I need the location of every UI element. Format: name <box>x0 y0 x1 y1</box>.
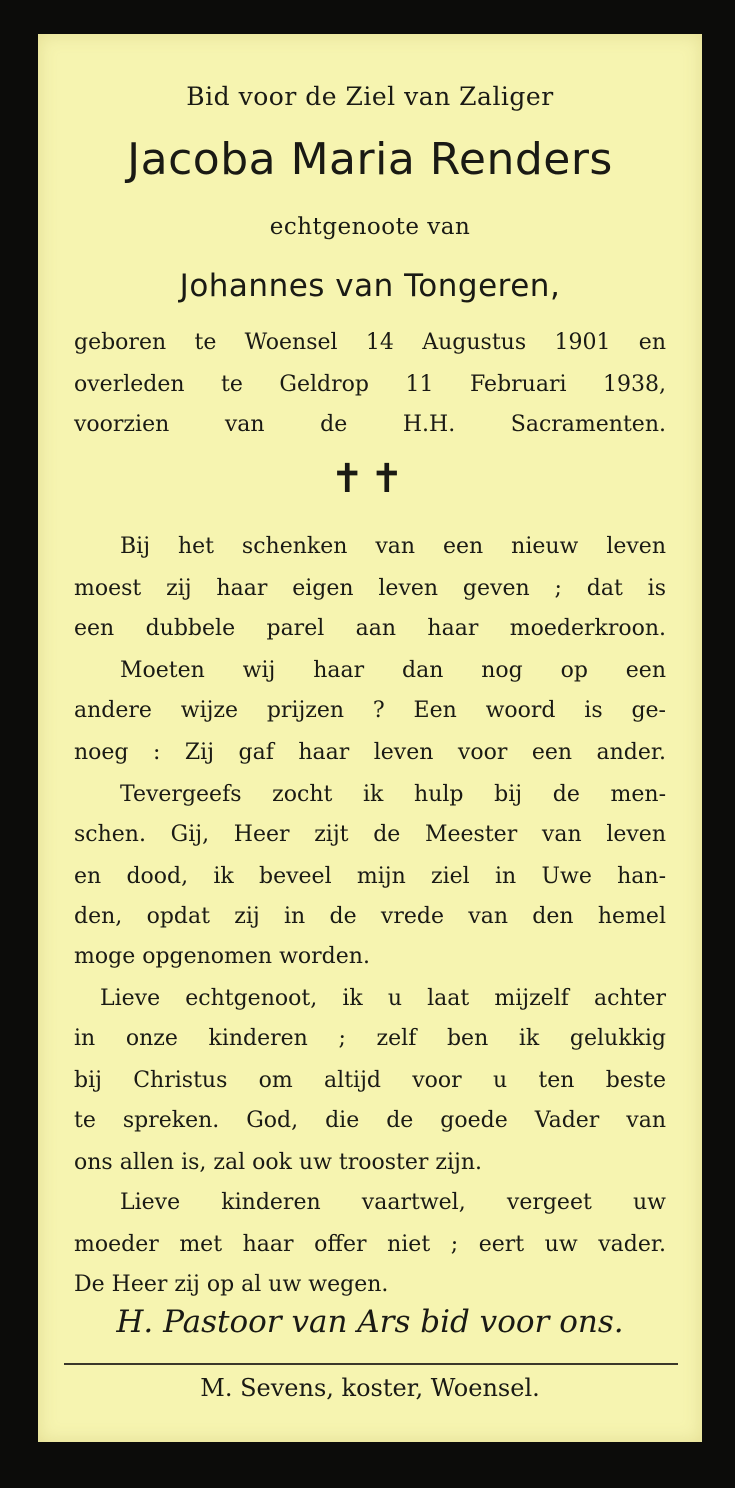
body-line: bij Christus om altijd voor u ten beste <box>74 1068 666 1093</box>
detail-line: geboren te Woensel 14 Augustus 1901 en <box>74 330 666 355</box>
body-line: moge opgenomen worden. <box>74 944 370 969</box>
deceased-name: Jacoba Maria Renders <box>127 134 613 185</box>
body-line: Moeten wij haar dan nog op een <box>120 658 666 683</box>
spouse-name: Johannes van Tongeren, <box>179 268 561 304</box>
body-line: andere wijze prijzen ? Een woord is ge- <box>74 698 666 723</box>
body-line: schen. Gij, Heer zijt de Meester van leven <box>74 822 666 847</box>
closing-prayer: H. Pastoor van Ars bid voor ons. <box>116 1304 624 1340</box>
body-line: Lieve kinderen vaartwel, vergeet uw <box>120 1190 666 1215</box>
body-line: ons allen is, zal ook uw trooster zijn. <box>74 1150 483 1175</box>
cross-icons: ✝✝ <box>330 456 410 502</box>
spouse-label: echtgenoote van <box>269 214 471 240</box>
body-line: Bij het schenken van een nieuw leven <box>120 534 666 559</box>
body-line: den, opdat zij in de vrede van den hemel <box>74 904 666 929</box>
body-line: Tevergeefs zocht ik hulp bij de men- <box>120 782 666 807</box>
body-line: noeg : Zij gaf haar leven voor een ander. <box>74 740 666 765</box>
divider <box>64 1363 678 1365</box>
body-line: De Heer zij op al uw wegen. <box>74 1272 389 1297</box>
detail-line: voorzien van de H.H. Sacramenten. <box>74 412 666 437</box>
printer-credit: M. Sevens, koster, Woensel. <box>200 1374 540 1402</box>
body-line: Lieve echtgenoot, ik u laat mijzelf achter <box>100 986 666 1011</box>
body-line: moest zij haar eigen leven geven ; dat is <box>74 576 666 601</box>
body-line: te spreken. God, die de goede Vader van <box>74 1108 666 1133</box>
detail-line: overleden te Geldrop 11 Februari 1938, <box>74 372 666 397</box>
memorial-card <box>38 34 702 1442</box>
body-line: een dubbele parel aan haar moederkroon. <box>74 616 666 641</box>
body-line: in onze kinderen ; zelf ben ik gelukkig <box>74 1026 666 1051</box>
body-line: en dood, ik beveel mijn ziel in Uwe han- <box>74 864 666 889</box>
body-line: moeder met haar offer niet ; eert uw vader. <box>74 1232 666 1257</box>
intro-text: Bid voor de Ziel van Zaliger <box>186 82 554 111</box>
